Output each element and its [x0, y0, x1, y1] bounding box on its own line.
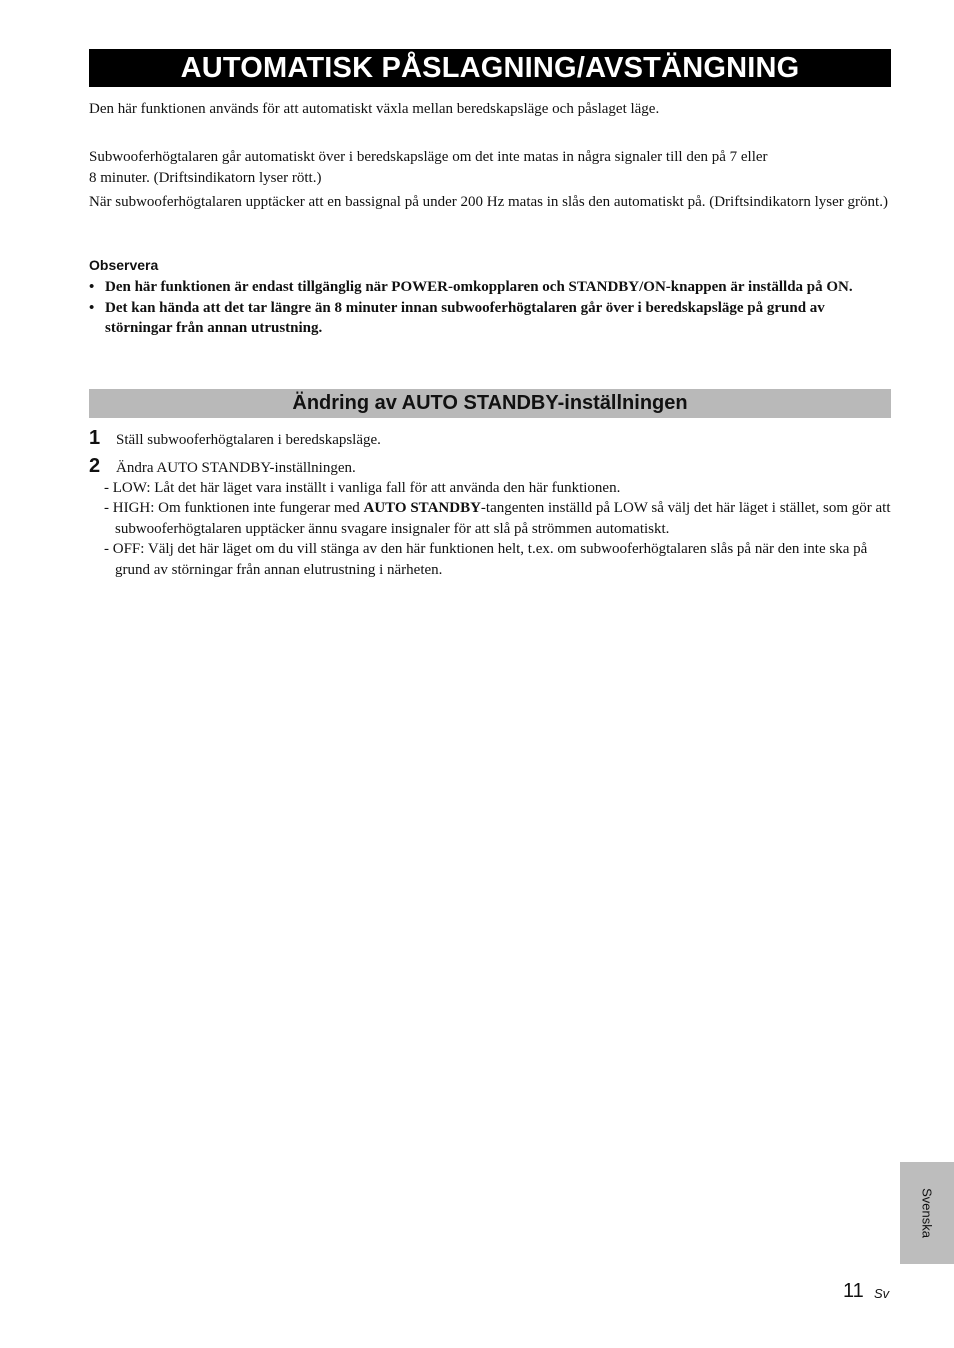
standby-paragraph-line2: 8 minuter. (Driftsindikatorn lyser rött.): [89, 170, 322, 186]
step-text: Ändra AUTO STANDBY-inställningen.: [116, 460, 356, 476]
standby-paragraph: [89, 147, 889, 189]
standby-paragraph-line1: Subwooferhögtalaren går automatiskt över i beredskapsläge om det inte matas in några signaler till den på 7 eller: [89, 149, 768, 165]
step-number: 1: [89, 427, 101, 449]
option-high-prefix: - HIGH: Om funktionen inte fungerar med: [104, 500, 364, 516]
note-item-text: Den här funktionen är endast tillgänglig när POWER-omkopplaren och STANDBY/ON-knappen är inställda på ON.: [105, 279, 853, 295]
page-number: 11: [843, 1280, 864, 1302]
step-text: Ställ subwooferhögtalaren i beredskapsläge.: [116, 432, 381, 448]
note-item-text: Det kan hända att det tar längre än 8 minuter innan subwooferhögtalaren går över i beredskapsläge på grund av störningar från annan utrustning.: [105, 299, 825, 336]
note-item: [89, 298, 889, 339]
section-heading: Ändring av AUTO STANDBY-inställningen: [89, 389, 891, 418]
option-off: - OFF: Välj det här läget om du vill stänga av den här funktionen helt, t.ex. om subwooferhögtalaren slås på när den inte ska på grund av störningar från annan elutrustning i närheten.: [104, 541, 868, 578]
step-number: 2: [89, 455, 101, 477]
bullet-icon: •: [89, 279, 95, 295]
language-tab: [900, 1162, 954, 1264]
language-tab-label: Svenska: [919, 1188, 935, 1238]
intro-paragraph: Den här funktionen används för att automatiskt växla mellan beredskapsläge och påslaget läge.: [89, 101, 660, 117]
note-list: [89, 277, 889, 339]
page-language-code: Sv: [874, 1286, 890, 1301]
power-on-paragraph: När subwooferhögtalaren upptäcker att en bassignal på under 200 Hz matas in slås den automatiskt på. (Driftsindikatorn lyser grönt.): [89, 194, 888, 210]
option-high-suffix: -tangenten inställd på LOW så välj det här läget i stället, som gör att subwooferhögtalaren upptäcker ännu svagare insignaler för att slå på strömmen automatiskt.: [115, 500, 891, 537]
option-high-key: AUTO STANDBY: [363, 500, 481, 516]
note-heading: Observera: [89, 257, 159, 273]
page-title: AUTOMATISK PÅSLAGNING/AVSTÄNGNING: [89, 49, 891, 87]
note-item: [89, 277, 889, 298]
option-high: [104, 498, 905, 539]
option-low: - LOW: Låt det här läget vara inställt i vanliga fall för att använda den här funktionen.: [104, 480, 621, 496]
bullet-icon: •: [89, 299, 95, 316]
